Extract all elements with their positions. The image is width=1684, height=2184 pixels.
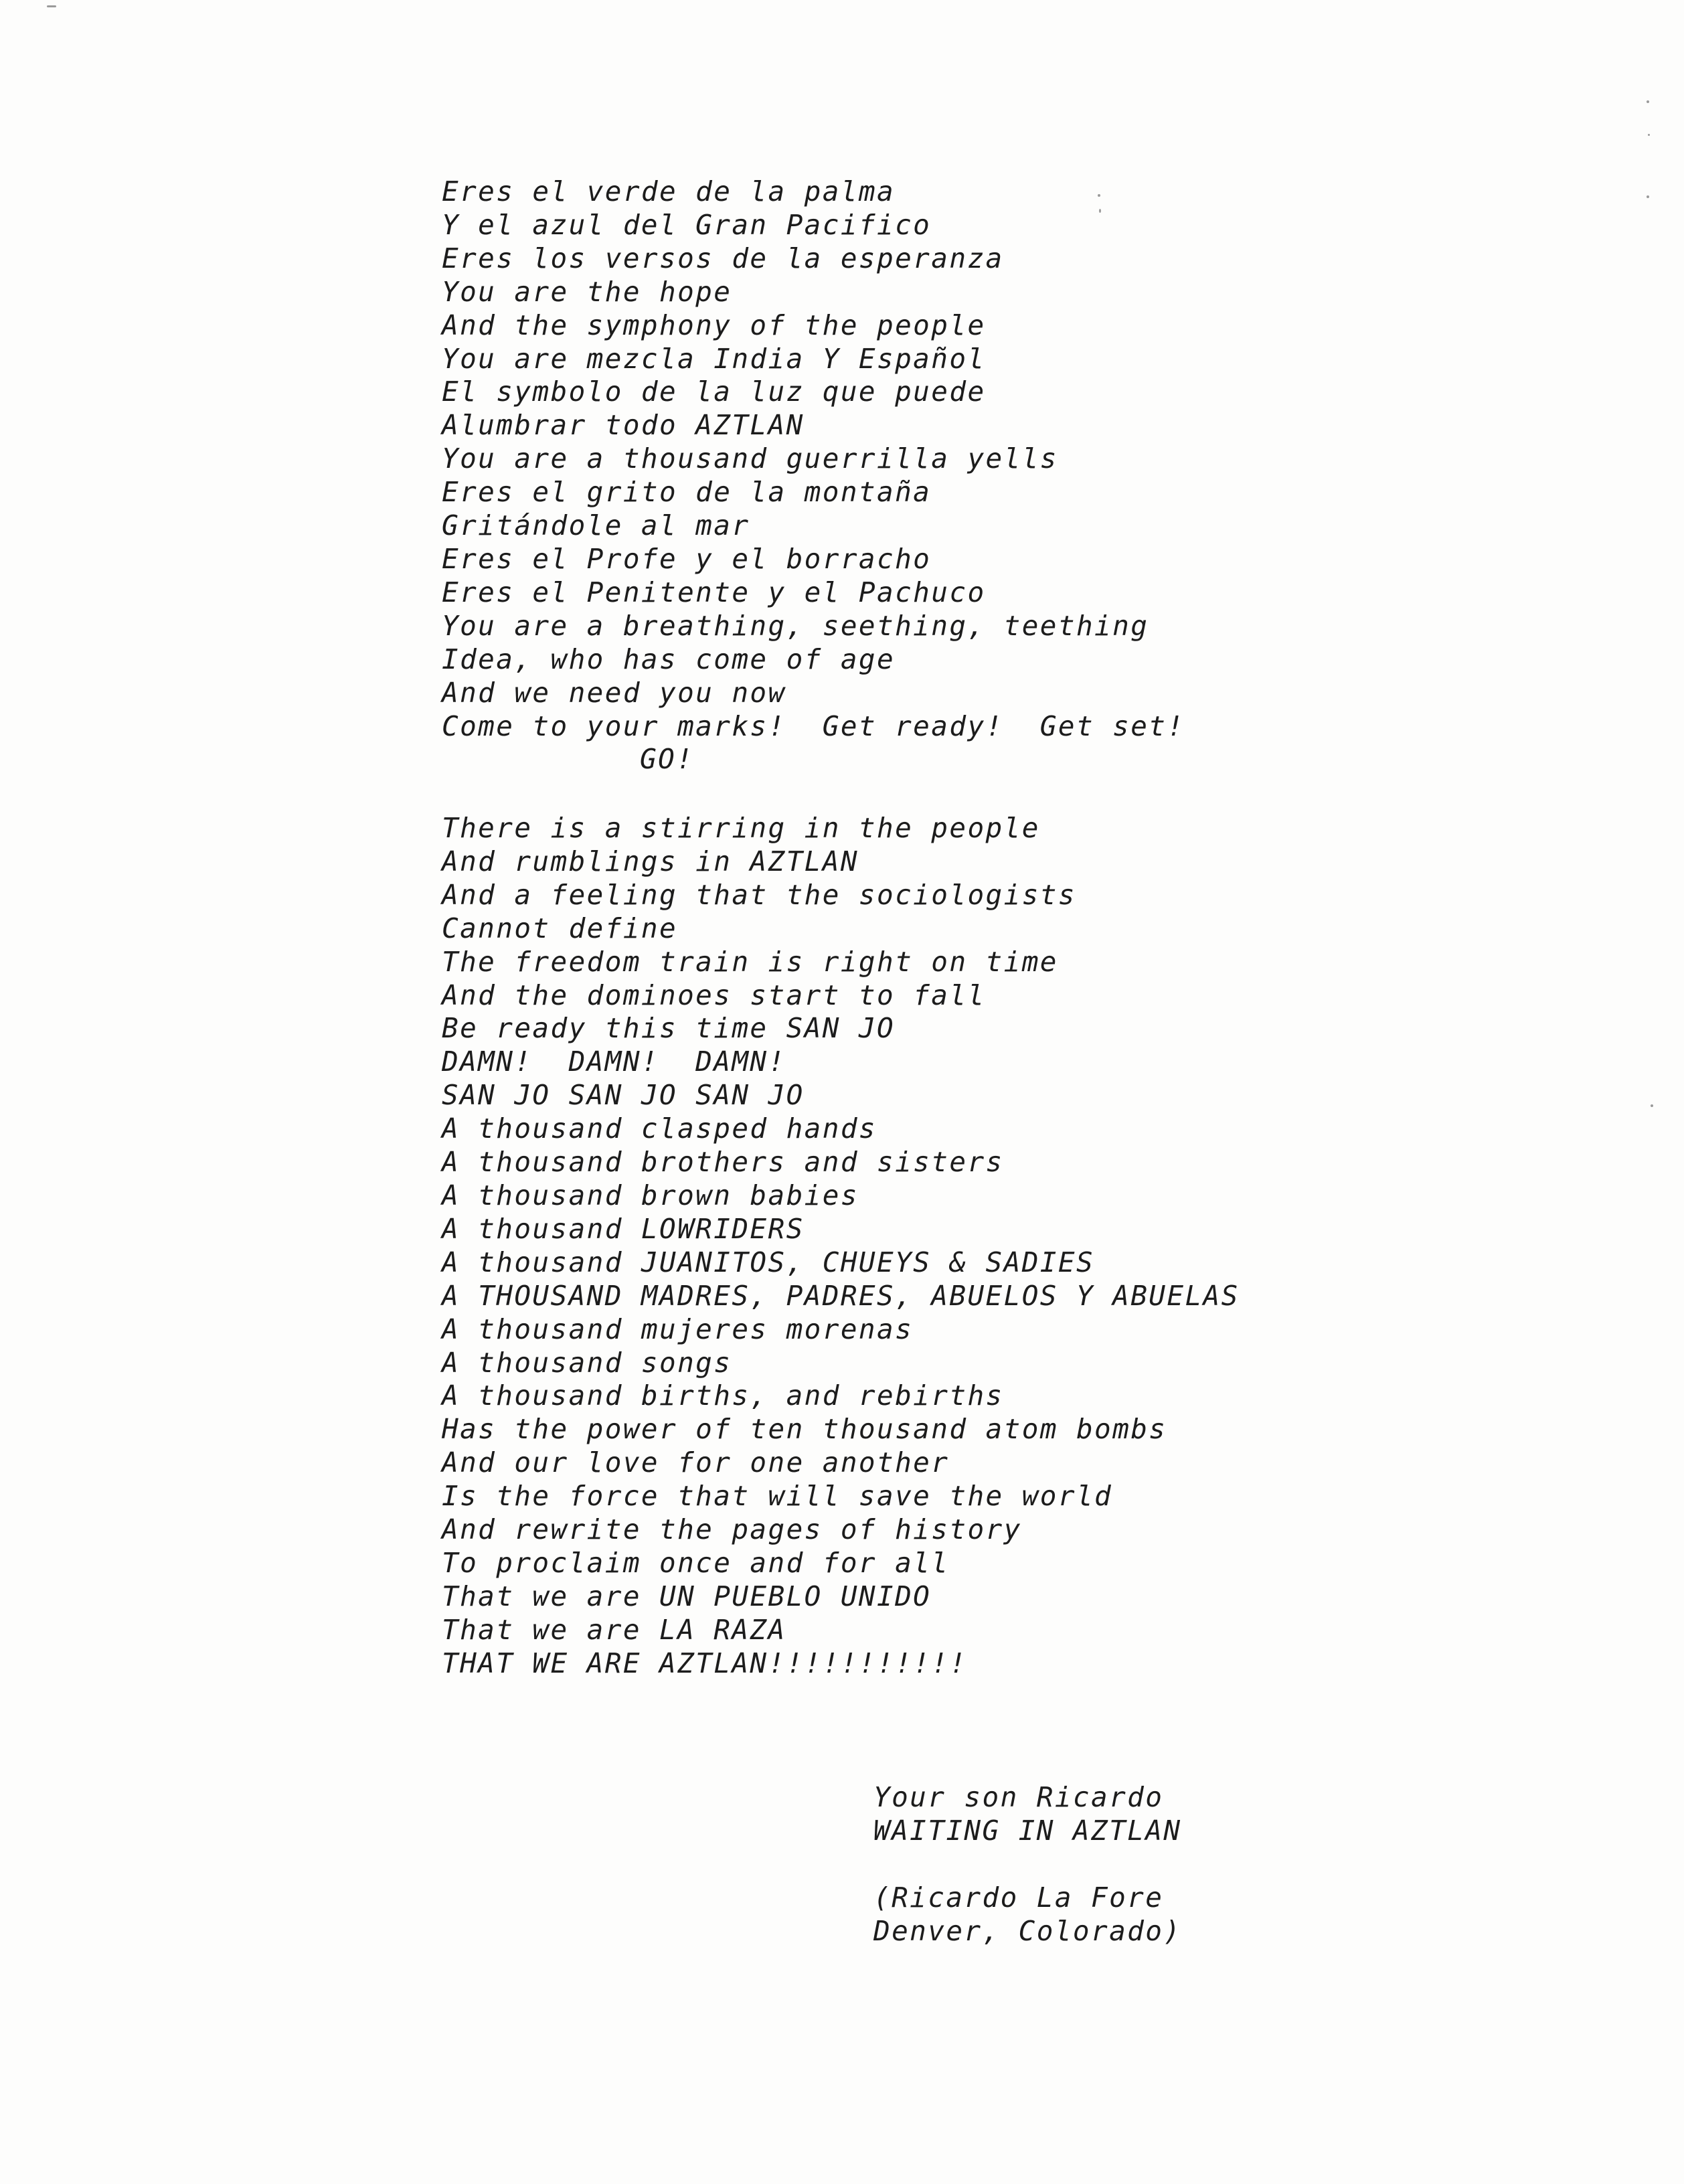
poem-line: That we are LA RAZA <box>442 1613 786 1646</box>
poem-line: That we are UN PUEBLO UNIDO <box>442 1580 932 1612</box>
signature-block <box>873 1781 1181 1948</box>
poem-line: A thousand brothers and sisters <box>442 1146 1004 1179</box>
poem-line: A thousand JUANITOS, CHUEYS & SADIES <box>442 1246 1095 1278</box>
poem-line: And a feeling that the sociologists <box>442 878 1076 911</box>
signature-closing: Your son Ricardo <box>873 1781 1164 1813</box>
poem-line: A thousand brown babies <box>442 1179 859 1211</box>
poem-line: And rewrite the pages of history <box>442 1513 1022 1546</box>
poem-line: Be ready this time SAN JO <box>442 1012 896 1045</box>
poem-line: Idea, who has come of age <box>442 643 896 675</box>
paper-speck <box>1099 209 1101 213</box>
poem-line: A thousand clasped hands <box>442 1112 877 1145</box>
poem-line: Gritándole al mar <box>442 509 750 542</box>
poem-line: Eres los versos de la esperanza <box>442 242 1004 274</box>
poem-line: Is the force that will save the world <box>442 1480 1113 1513</box>
poem-line: The freedom train is right on time <box>442 945 1058 978</box>
poem-line: And our love for one another <box>442 1446 950 1479</box>
poem-line: A thousand LOWRIDERS <box>442 1212 805 1245</box>
poem-line: And the symphony of the people <box>442 309 986 341</box>
signature-title: WAITING IN AZTLAN <box>873 1814 1182 1847</box>
poem-line: You are a thousand guerrilla yells <box>442 442 1058 475</box>
signature-spacer <box>873 1848 1181 1881</box>
poem-line: SAN JO SAN JO SAN JO <box>442 1079 805 1112</box>
signature-location: Denver, Colorado) <box>873 1914 1182 1947</box>
poem-line: Y el azul del Gran Pacifico <box>442 208 932 241</box>
poem-line: A thousand songs <box>442 1346 732 1379</box>
poem-stanza-1 <box>442 175 1185 776</box>
poem-line: You are the hope <box>442 275 732 308</box>
poem-stanza-2 <box>442 812 1240 1681</box>
poem-line-go: GO! <box>640 743 695 776</box>
paper-speck <box>1647 195 1649 198</box>
poem-line: To proclaim once and for all <box>442 1546 950 1579</box>
poem-line: Eres el grito de la montaña <box>442 476 932 509</box>
poem-line: And rumblings in AZTLAN <box>442 845 859 877</box>
poem-line: Has the power of ten thousand atom bombs <box>442 1413 1167 1446</box>
poem-line: Eres el Penitente y el Pachuco <box>442 576 986 608</box>
poem-line: Eres el Profe y el borracho <box>442 542 932 575</box>
poem-line: A thousand births, and rebirths <box>442 1379 1004 1412</box>
poem-line: El symbolo de la luz que puede <box>442 375 986 408</box>
poem-line: And we need you now <box>442 676 786 709</box>
poem-line: You are mezcla India Y Español <box>442 342 986 375</box>
poem-line: DAMN! DAMN! DAMN! <box>442 1045 786 1078</box>
poem-line: There is a stirring in the people <box>442 812 1040 844</box>
paper-speck <box>1648 134 1650 136</box>
paper-speck <box>47 5 56 7</box>
poem-line: And the dominoes start to fall <box>442 979 986 1011</box>
paper-speck <box>1651 1104 1653 1107</box>
paper-speck <box>1647 100 1649 103</box>
poem-line: Cannot define <box>442 912 678 944</box>
signature-author: (Ricardo La Fore <box>873 1881 1164 1914</box>
paper-speck <box>1098 194 1100 197</box>
poem-line: A thousand mujeres morenas <box>442 1313 914 1345</box>
poem-line: Alumbrar todo AZTLAN <box>442 409 805 442</box>
poem-line: You are a breathing, seething, teething <box>442 609 1149 642</box>
poem-line: THAT WE ARE AZTLAN!!!!!!!!!!! <box>442 1647 968 1679</box>
poem-line: A THOUSAND MADRES, PADRES, ABUELOS Y ABUELAS <box>442 1279 1240 1312</box>
poem-line: Come to your marks! Get ready! Get set! <box>442 709 1185 742</box>
poem-line: Eres el verde de la palma <box>442 175 896 207</box>
